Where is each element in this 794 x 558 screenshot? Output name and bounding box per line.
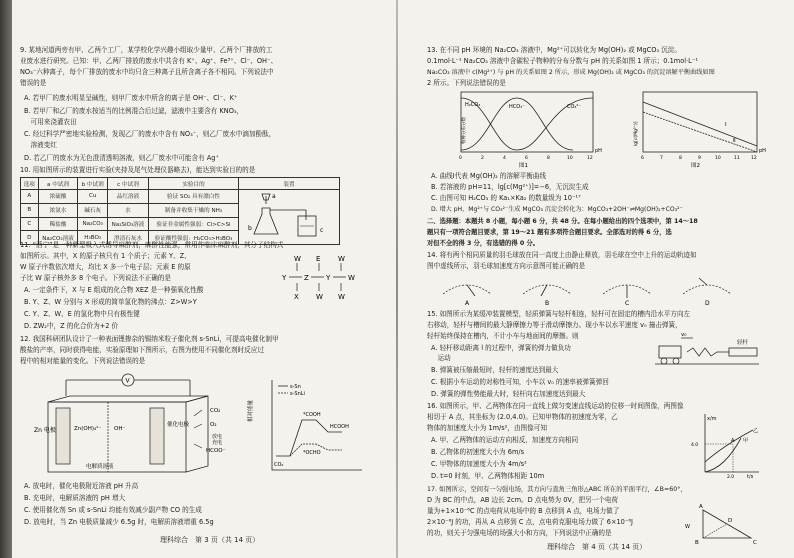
atom-label: W <box>316 293 323 301</box>
q9-option-a: A. 若甲厂的废水明显呈碱性，则甲厂废水中所含的离子是 OH⁻、Cl⁻、K⁺ <box>24 94 238 102</box>
species-hco3: HCO₃⁻ <box>509 104 525 110</box>
q12-battery-diagram <box>30 372 230 480</box>
fig2-caption: 图2 <box>691 163 700 169</box>
section2-instr-1: 二、选择题：本题共 8 小题，每小题 6 分，共 48 分。在每小题给出的四个选项中，第 14～18 <box>427 218 698 225</box>
fig1-xtick: 8 <box>547 156 550 161</box>
cart-wheel <box>673 358 679 364</box>
q13-option-b: B. 若溶液的 pH=11，lg[c(Mg²⁺)]=−6，无沉淀生成 <box>431 183 589 191</box>
q11-structure-formula <box>280 254 360 302</box>
atom-label: Y <box>282 274 287 282</box>
q13-figure-2 <box>625 90 765 168</box>
q10-reagent-table <box>20 177 340 245</box>
right-page <box>397 0 794 558</box>
curve-i-label: Ⅰ <box>725 122 727 128</box>
q12-stem-1: 12. 我国科研团队设计了一种表面锂掺杂的锡纳米粒子催化剂 s-SnLi，可提高电催化制甲 <box>20 335 279 343</box>
q11-option-a: A. 一定条件下，X 与 E 组成的化合物 XEZ 是一种强氧化性酸 <box>24 286 204 294</box>
median-ad <box>703 524 727 538</box>
q16-option-b: B. 乙物体的初速度大小为 6m/s <box>431 448 525 456</box>
xt-xlabel: t/s <box>747 474 754 480</box>
q16-option-c: C. 甲物体的加速度大小为 4m/s² <box>431 460 527 468</box>
q14-label-b: B <box>545 300 550 307</box>
q17-triangle-diagram <box>685 498 763 548</box>
label-b: b <box>248 225 252 232</box>
table-header: 实验目的 <box>149 178 239 190</box>
q12-stem-3: 程中的相对能量的变化。下列说法错误的是 <box>20 357 146 365</box>
atom-label: Z <box>304 274 309 282</box>
q11-stem-1: 11. “活宁”是一种新型吸入式诱导麻醉剂，麻醉性能强，常用作临床麻醉剂，其分子结构式 <box>20 241 284 249</box>
atom-label: W <box>338 255 345 263</box>
q12-energy-diagram <box>248 378 368 478</box>
q12-option-b: B. 充电时，电解质溶液的 pH 增大 <box>24 494 126 502</box>
page-edge-shadow <box>0 0 12 558</box>
fig2-xtick: 12 <box>751 156 757 161</box>
table-cell: H₃BO₃ <box>78 231 108 245</box>
electrolyte-label: 电解质溶液 <box>86 464 114 470</box>
atom-label: W <box>294 255 301 263</box>
q9-stem-1: 9. 某地河道两旁有甲、乙两个工厂，某学校化学兴趣小组取少量甲、乙两个厂排放的工 <box>20 46 273 54</box>
table-cell: 制备并收集干燥的 NH₃ <box>149 203 239 217</box>
x-tick: 2.0 <box>727 475 735 480</box>
cell-side <box>186 396 208 472</box>
q9-option-d: D. 若乙厂的废水为无色澄清透明溶液，则乙厂废水中可能含有 Ag⁺ <box>24 154 219 162</box>
atom-label: E <box>316 255 321 263</box>
label-a: a <box>272 193 276 200</box>
table-cell: Na₂CO₃ <box>78 217 108 231</box>
fig1-caption: 图1 <box>519 163 528 169</box>
q11-option-b: B. Y、Z、W 分别与 X 形成的简单氢化物的沸点：Z>W>Y <box>24 298 197 306</box>
hydroxide-label: OH⁻ <box>114 426 126 432</box>
flask-b <box>254 208 278 234</box>
q12-option-c: C. 使用催化剂 Sn 或 s-SnLi 均能有效减少副产物 CO 的生成 <box>24 506 202 514</box>
fig2-xtick: 10 <box>715 156 721 161</box>
q10-stem: 10. 用如图所示的装置进行实验(夹持及尾气处理仪器略去)，能达到实验目的的是 <box>20 166 256 174</box>
q15-option-c: C. 根据小车运动的对称性可知，小车以 v₀ 的速率被弹簧弹回 <box>431 378 609 386</box>
apparatus-cell <box>239 190 340 245</box>
fig2-xtick: 8 <box>679 156 682 161</box>
table-cell: A <box>21 190 39 204</box>
zn-electrode <box>56 408 70 464</box>
q14-label-d: D <box>705 300 710 307</box>
table-cell: 验证非金属性强弱：Cl>C>Si <box>149 217 239 231</box>
q13-stem-2: 0.1mol·L⁻¹ Na₂CO₃ 溶液中含碳粒子物种的分布分数与 pH 的关系如图 1 所示；0.1mol·L⁻¹ <box>427 57 698 65</box>
table-cell: 浓硫酸 <box>38 190 78 204</box>
co2-label: CO₂ <box>210 408 221 414</box>
q16-xt-graph <box>691 412 763 480</box>
q16-option-d: D. t=0 时刻，甲、乙两物体相距 10m <box>431 472 545 480</box>
fig2-xlabel: pH <box>759 148 766 154</box>
energy-ylabel: 相对能量 <box>248 399 254 422</box>
table-cell: Cu <box>78 190 108 204</box>
q12-option-a: A. 放电时，催化电极附近溶液 pH 升高 <box>24 482 139 490</box>
o2-label: O₂ <box>210 422 217 428</box>
rod-label: 轻杆 <box>737 340 749 346</box>
table-cell: C <box>21 217 39 231</box>
q11-stem-2: 如图所示。其中，X 的原子核只有 1 个质子；元素 Y、Z、 <box>20 252 191 260</box>
series-yi: 乙 <box>753 428 759 434</box>
q17-stem-4: 2×10⁻⁶J 的功，再从 A 点移到 C 点，点电荷克服电场力做了 6×10⁻⁶J <box>427 518 633 526</box>
fig1-xtick: 2 <box>481 156 484 161</box>
intermediate-cooh: *COOH <box>303 412 321 418</box>
left-page-footer: 理科综合 第 3 页（共 14 页） <box>160 536 260 544</box>
table-cell: D <box>21 231 39 245</box>
table-cell: 验证酸性强弱：H₂CO₃>H₃BO₃ <box>149 231 239 245</box>
q13-option-c: C. 由图可知 H₂CO₃ 的 Ka₁×Ka₂ 的数量级为 10⁻¹⁷ <box>431 194 581 202</box>
spring <box>687 348 729 356</box>
fig1-xtick: 4 <box>503 156 506 161</box>
v0-label: v₀ <box>681 332 687 338</box>
species-h2co3: H₂CO₃ <box>465 102 481 108</box>
table-cell: 水 <box>107 203 148 217</box>
fig1-frame <box>461 92 593 152</box>
q17-stem-3: 量为+1×10⁻⁶C 的点电荷从电场中的 B 点移到 A 点，电场力做了 <box>427 507 620 515</box>
apparatus-diagram <box>244 190 334 242</box>
curve-jia <box>705 438 741 472</box>
curve-ii-label: Ⅱ <box>733 138 736 144</box>
species-co3: CO₃²⁻ <box>567 104 582 110</box>
fig1-xtick: 0 <box>459 156 462 161</box>
xt-ylabel: x/m <box>707 416 717 422</box>
delivery-tube <box>270 210 306 220</box>
table-cell: 品红溶液 <box>107 190 148 204</box>
q9-stem-3: NO₃⁻六种离子，每个厂排放的废水中均只含三种离子且所含离子各不相同。下列说法中 <box>20 68 274 76</box>
table-cell: 稀盐酸 <box>38 217 78 231</box>
fig1-xtick: 12 <box>587 156 593 161</box>
q12-option-d: D. 放电时，当 Zn 电极质量减少 6.5g 时，电解质溶液增重 6.5g <box>24 518 214 526</box>
table-cell: Na₂CO₃溶液 <box>38 231 78 245</box>
q13-option-a: A. 曲线Ⅰ代表 Mg(OH)₂ 的溶解平衡曲线 <box>431 172 547 180</box>
q9-option-c: C. 经过科学严密地实验检测，发现乙厂的废水中含有 NO₃⁻，则乙厂废水中滴加酚酞， <box>24 130 276 138</box>
q13-stem-4: 2 所示。下列说法错误的是 <box>427 79 506 87</box>
q14-diagram-d <box>683 278 731 307</box>
atom-label: X <box>294 293 299 301</box>
table-cell: 澄清石灰水 <box>107 231 148 245</box>
legend-snli: s-SnLi <box>290 391 305 397</box>
q9-stem-4: 错误的是 <box>20 79 47 87</box>
cart <box>659 346 681 358</box>
curve-yi <box>705 430 753 462</box>
q9-option-c-cont: 溶液变红 <box>24 141 57 149</box>
discharge-label: 放电 <box>212 434 223 440</box>
field-label: W <box>685 524 690 530</box>
q14-stem-1: 14. 将有两个相同质量的羽毛球放在同一高度上由静止释放，羽毛球在空中上升的运动轨迹如 <box>427 251 697 259</box>
section2-instr-2: 题只有一项符合题目要求，第 19～21 题有多项符合题目要求。全部选对的得 6 分，选 <box>427 229 672 236</box>
table-header: a 中试剂 <box>38 178 78 190</box>
q17-stem-1: 17. 如图所示，空间有一匀强电场，其方向与直角三角形△ABC 所在的平面平行，∠B=60°， <box>427 486 687 493</box>
q15-option-b: B. 弹簧被压缩最短时，轻杆的速度达到最大 <box>431 366 559 374</box>
q14-diagram-b <box>523 285 571 307</box>
q15-stem-1: 15. 如图所示为某缓冲装置模型，轻质弹簧与轻杆相连，轻杆可在固定的槽内沿水平方向左 <box>427 310 691 318</box>
fig2-frame <box>643 92 757 152</box>
q15-spring-diagram <box>655 330 765 372</box>
zn-electrode-label: Zn 电极 <box>34 427 56 434</box>
q16-stem-3: 物体的加速度大小为 1m/s²，由图像可知 <box>427 424 547 432</box>
table-cell: Na₂SiO₃溶液 <box>107 217 148 231</box>
cell-top <box>48 396 208 402</box>
zincate-label: Zn(OH)₄²⁻ <box>74 426 102 432</box>
table-header: 装置 <box>239 178 340 190</box>
fig1-xtick: 6 <box>525 156 528 161</box>
table-header: 选项 <box>21 178 39 190</box>
bond-lines <box>289 263 346 291</box>
vertex-c: C <box>753 540 757 546</box>
vertex-b: B <box>695 540 699 546</box>
funnel-a <box>262 194 270 204</box>
q14-label-c: C <box>625 300 630 307</box>
q13-stem-3: Na₂CO₃ 溶液中 c(Mg²⁺) 与 pH 的关系如图 2 所示，形成 Mg(OH)₂ 或 MgCO₃ 的沉淀溶解平衡曲线如图 <box>427 69 715 76</box>
atom-label: Y <box>326 274 331 282</box>
vertex-a: A <box>699 504 703 510</box>
table-header: b 中试剂 <box>78 178 108 190</box>
q16-stem-2: 相切于 A 点，其坐标为 (2.0,4.0)。已知甲物体的初速度为零，乙 <box>427 413 618 421</box>
q14-diagram-a <box>443 285 491 307</box>
atom-label: W <box>348 274 355 282</box>
q16-option-a: A. 甲、乙两物体的运动方向相反，加速度方向相同 <box>431 436 579 444</box>
cart-wheel <box>661 358 667 364</box>
q14-stem-2: 图中虚线所示，羽毛球加速度方向示意图可能正确的是 <box>427 262 586 270</box>
reactant-co2: CO₂ <box>274 462 284 468</box>
atom-label: W <box>338 293 345 301</box>
legend-sn: s-Sn <box>290 384 301 390</box>
q9-option-b-cont: 可用来浇灌农田 <box>24 118 77 126</box>
formate-label: HCOO⁻ <box>206 448 226 454</box>
q12-stem-2: 酸盐的产率，同时获得电能，实验原理如下图所示，右图为使用不同催化剂时反应过 <box>20 346 264 354</box>
table-cell: B <box>21 203 39 217</box>
fig2-xtick: 11 <box>734 156 740 161</box>
q13-figure-1 <box>447 90 602 169</box>
point-d: D <box>728 518 733 524</box>
q11-stem-3: W 原子序数依次增大，均比 X 多一个电子层；元素 E 的原 <box>20 263 191 271</box>
q9-option-b: B. 若甲厂和乙厂的废水按适当的比例混合后过滤，滤液中主要含有 KNO₃， <box>24 107 244 115</box>
q17-stem-5: 的功，则关于匀强电场的场强大小和方向，下列说法中正确的是 <box>427 529 612 537</box>
table-header: c 中试剂 <box>107 178 148 190</box>
fig2-xtick: 6 <box>641 156 644 161</box>
q11-option-c: C. Y、Z、W、E 的氢化物中只有极性键 <box>24 310 140 318</box>
arrows <box>194 410 202 448</box>
right-page-footer: 理科综合 第 4 页（共 14 页） <box>547 543 647 551</box>
table-cell: 验证 SO₂ 具有漂白性 <box>149 190 239 204</box>
q14-label-a: A <box>465 300 470 307</box>
fig1-xlabel: pH <box>595 148 602 154</box>
q9-stem-2: 业废水进行研究。已知：甲、乙两厂排放的废水中共含有 K⁺、Ag⁺、Fe³⁺、Cl⁻、OH⁻、 <box>20 57 278 65</box>
q16-stem-1: 16. 如图所示，甲、乙两物体在同一直线上做匀变速直线运动的位移一时间图像，两图像 <box>427 402 684 410</box>
fig2-xtick: 9 <box>698 156 701 161</box>
table-header-row <box>21 178 340 190</box>
intermediate-ocho: *OCHO <box>303 450 321 456</box>
voltmeter-label: V <box>125 377 130 385</box>
q11-stem-4: 子比 W 原子核外多 8 个电子。下列说法不正确的是 <box>20 274 171 282</box>
q14-option-diagrams <box>437 272 757 308</box>
q11-option-d: D. ZW₂中，Z 的化合价为+2 价 <box>24 322 119 330</box>
product-hcooh: HCOOH <box>330 424 349 430</box>
q15-option-d: D. 弹簧的弹性势能最大时，轻杆向右加速度达到最大 <box>431 390 586 398</box>
y-tick: 4.0 <box>691 443 699 448</box>
fig2-xtick: 7 <box>660 156 663 161</box>
table-cell: 浓氨水 <box>38 203 78 217</box>
catalytic-electrode-label: 催化电极 <box>167 422 190 428</box>
q15-option-a-cont: 运动 <box>431 354 451 362</box>
fig1-xtick: 10 <box>567 156 573 161</box>
section2-instr-3: 对但不全的得 3 分，有选错的得 0 分。 <box>427 240 539 247</box>
q13-stem-1: 13. 在不同 pH 环境的 Na₂CO₃ 溶液中，Mg²⁺可以转化为 Mg(OH)₂ 或 MgCO₃ 沉淀。 <box>427 46 681 54</box>
q14-diagram-c <box>603 285 651 307</box>
fig2-ylabel: lg[c(Mg²⁺)] <box>634 121 639 146</box>
q17-stem-2: D 为 BC 的中点，AB 边长 2cm。D 点电势为 0V，把另一个电荷 <box>427 496 619 504</box>
q15-stem-3: 轻杆始终保持在槽内，不计小车与地面间的摩擦。则 <box>427 332 579 340</box>
series-jia: 甲 <box>743 438 749 444</box>
curve-co3 <box>517 98 593 150</box>
table-cell: 碱石灰 <box>78 203 108 217</box>
q15-stem-2: 右移动，轻杆与槽间的最大静摩擦力等于滑动摩擦力。现小车以水平速度 v₀ 撞击弹簧， <box>427 321 682 329</box>
curve-i <box>643 102 757 146</box>
table-row <box>21 190 340 204</box>
fig1-ylabel: 物种分布分数 <box>462 117 467 144</box>
curve-ii <box>643 112 757 152</box>
charge-label: 充电 <box>212 440 223 446</box>
catalytic-electrode <box>150 408 164 464</box>
label-c: c <box>320 227 324 234</box>
point-a: A <box>731 438 735 444</box>
q15-option-a: A. 轻杆移动距离 l 的过程中，弹簧的弹力做负功 <box>431 344 571 352</box>
q13-option-d: D. 增大 pH，Mg²⁺与 CO₃²⁻生成 MgCO₃ 沉淀会转化为：MgCO₃+2OH⁻⇌Mg(OH)₂+CO₃²⁻ <box>431 206 683 213</box>
groove <box>729 348 757 356</box>
